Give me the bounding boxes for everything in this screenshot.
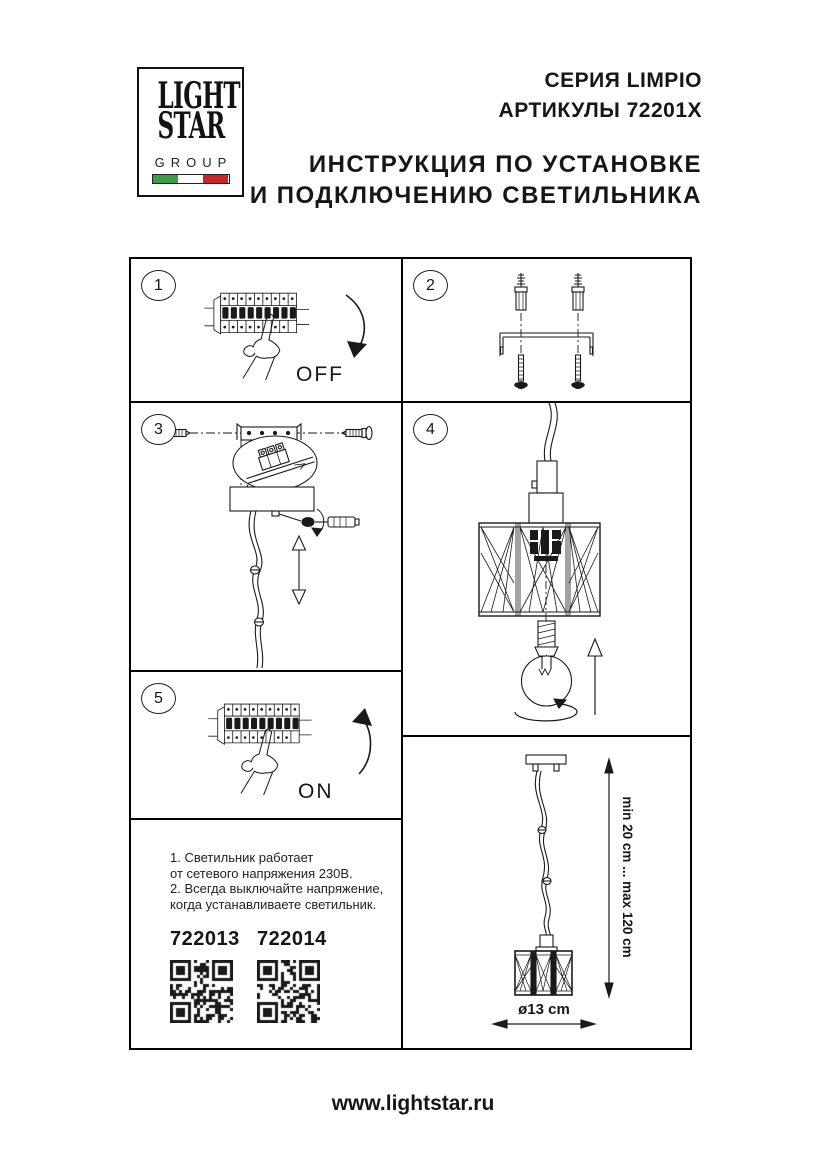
shade-and-bulb-drawing [403, 403, 690, 735]
logo-word-group: GROUP [154, 155, 233, 170]
note-line: когда устанавливаете светильник. [170, 896, 377, 912]
wall-anchor-icon [572, 273, 584, 310]
step-5-panel [131, 672, 403, 820]
screw-icon [515, 355, 527, 389]
instruction-grid [129, 257, 692, 1050]
step-number-badge: 4 [413, 414, 448, 445]
note-line: 1. Светильник работает [170, 850, 314, 865]
safety-notes [131, 820, 401, 912]
articles-title: АРТИКУЛЫ 72201X [498, 99, 702, 122]
step-number-badge: 2 [413, 270, 448, 301]
step-2-panel [403, 259, 690, 403]
article-number: 722014 [257, 928, 327, 950]
arrow-up-icon [588, 639, 602, 715]
arrow-down-icon [346, 295, 367, 358]
step-number-badge: 5 [141, 683, 176, 714]
off-label: OFF [296, 363, 344, 386]
logo-wordmark [139, 75, 242, 147]
terminal-block-detail [233, 435, 317, 493]
diameter-label: ø13 cm [518, 1001, 570, 1018]
canopy-icon [230, 487, 314, 511]
document-title-line1: ИНСТРУКЦИЯ ПО УСТАНОВКЕ [308, 151, 702, 178]
height-adjust-arrow-icon [293, 536, 306, 604]
note-line: 2. Всегда выключайте напряжение, [170, 881, 384, 896]
canopy-wiring-drawing [131, 403, 401, 670]
article-column [257, 928, 327, 1023]
website-url[interactable]: www.lightstar.ru [331, 1092, 495, 1115]
document-title [250, 149, 702, 211]
dimensions-panel [403, 737, 690, 1048]
article-column [170, 928, 240, 1023]
pendant-dimensions-drawing [403, 737, 690, 1046]
series-title: СЕРИЯ LIMPIO [544, 69, 702, 92]
note-line: от сетевого напряжения 230В. [170, 865, 353, 881]
italy-flag-icon [152, 174, 230, 184]
logo-word-light: LIGHT [157, 75, 240, 117]
qr-code [170, 960, 233, 1023]
flag-white [178, 175, 203, 183]
qr-code [257, 960, 320, 1023]
socket-through-shade [530, 530, 561, 561]
safety-notes-panel [131, 820, 403, 1048]
screw-icon [572, 355, 584, 389]
screwdriver-icon [272, 509, 359, 536]
light-bulb-icon [522, 621, 572, 706]
header [250, 66, 702, 211]
step-number-badge: 1 [141, 270, 176, 301]
diameter-dimension [493, 1020, 595, 1028]
article-number: 722013 [170, 928, 240, 950]
document-title-line2: И ПОДКЛЮЧЕНИЮ СВЕТИЛЬНИКА [249, 182, 702, 209]
arrow-up-icon [352, 708, 372, 774]
step-4-panel [403, 403, 690, 737]
flag-green [153, 175, 178, 183]
suspension-cable [535, 771, 551, 937]
article-codes [170, 928, 401, 1023]
height-range-label: min 20 cm ... max 120 cm [620, 796, 635, 958]
height-dimension [605, 759, 613, 997]
wall-anchor-icon [515, 273, 527, 310]
mounting-bracket-icon [500, 333, 593, 356]
screw-icon [342, 427, 372, 440]
ceiling-plate-icon [526, 755, 566, 764]
lightstar-logo [137, 67, 244, 197]
crystal-shade-icon [479, 523, 600, 616]
suspension-cable [249, 511, 263, 668]
flag-red [203, 175, 228, 183]
step-3-panel [131, 403, 403, 672]
crystal-shade-icon [515, 951, 572, 995]
step-1-panel [131, 259, 403, 403]
on-label: ON [298, 780, 334, 803]
step-number-badge: 3 [141, 414, 176, 445]
logo-word-star: STAR [157, 105, 225, 147]
